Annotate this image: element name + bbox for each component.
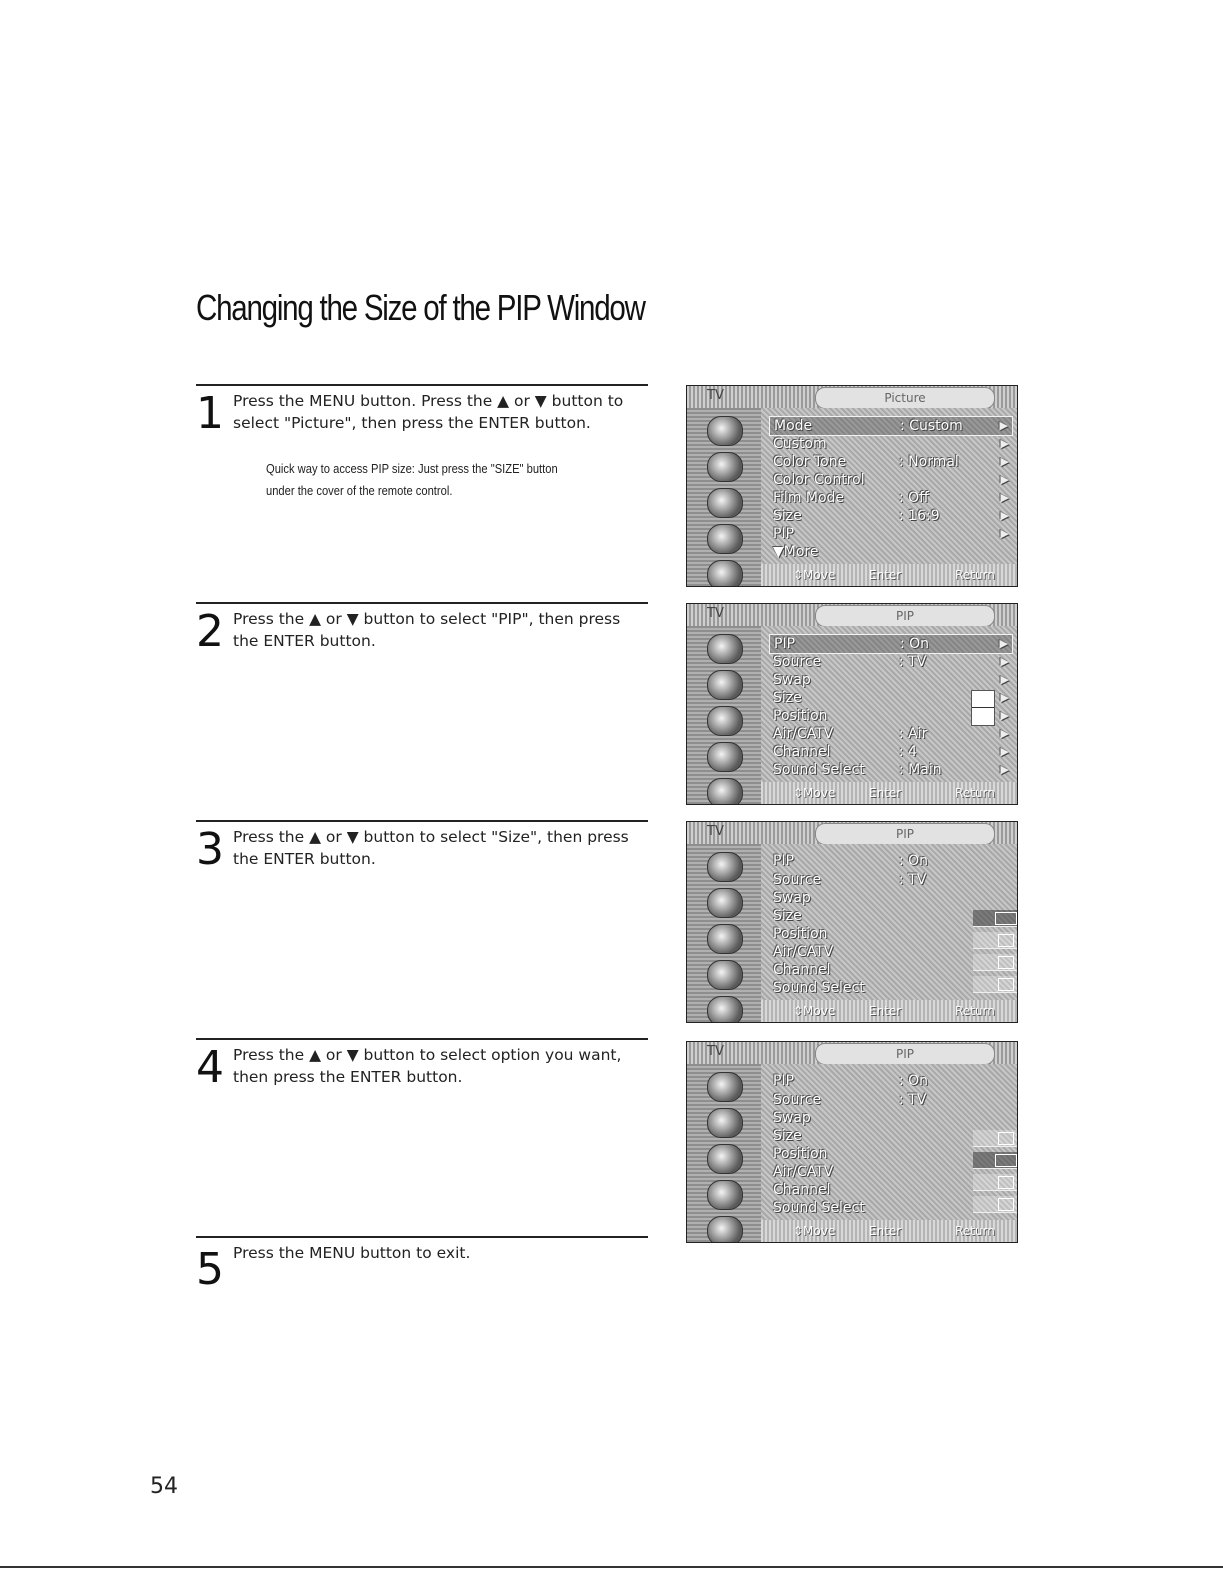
row-label: Size <box>773 1128 802 1144</box>
return-hint: Return <box>955 568 995 582</box>
setup-category-icon <box>707 1216 743 1243</box>
right-arrow-icon: ▶ <box>1000 437 1009 450</box>
size-option-4[interactable] <box>973 976 1018 993</box>
row-label: Source <box>773 872 822 888</box>
row-label: PIP <box>773 1073 795 1089</box>
row-label: Air/CATV <box>773 944 834 960</box>
step-text: Press the ▲ or ▼ button to select option you want, then press the ENTER button. <box>233 1046 622 1086</box>
osd-footer <box>761 564 1017 586</box>
pip-window-icon <box>995 1154 1017 1167</box>
row-label: Color Tone <box>773 454 847 470</box>
right-arrow-icon: ▶ <box>1000 745 1009 758</box>
osd-row-pip[interactable] <box>769 634 1013 654</box>
row-value: : On <box>899 853 929 869</box>
row-value: : On <box>899 1073 929 1089</box>
step-number: 1 <box>196 388 224 439</box>
size-option-4[interactable] <box>973 1196 1018 1213</box>
move-hint: ⇕Move <box>793 1004 836 1018</box>
picture-category-icon <box>707 670 743 700</box>
row-label: Sound Select <box>773 762 865 778</box>
osd-row-more[interactable] <box>769 543 1013 561</box>
return-hint: Return <box>955 1224 995 1238</box>
row-label: Swap <box>773 672 811 688</box>
pip-window-icon <box>998 956 1014 969</box>
row-label: Air/CATV <box>773 1164 834 1180</box>
step-number: 3 <box>196 824 224 875</box>
right-arrow-icon: ▶ <box>1000 527 1009 540</box>
osd-category-sidebar <box>687 626 761 804</box>
step-divider <box>196 602 648 604</box>
pip-size-preview-icon <box>971 690 995 726</box>
step-2 <box>196 602 648 802</box>
row-label: Position <box>773 1146 828 1162</box>
row-label: Position <box>773 926 828 942</box>
picture-category-icon <box>707 1108 743 1138</box>
row-label: PIP <box>773 526 795 542</box>
row-value: : TV <box>899 872 927 888</box>
move-hint: ⇕Move <box>793 1224 836 1238</box>
row-label: Air/CATV <box>773 726 834 742</box>
row-label: Mode <box>774 418 813 434</box>
osd-menu-body <box>761 844 1017 1000</box>
osd-row-pip[interactable] <box>769 525 1013 543</box>
step-text: Press the ▲ or ▼ button to select "Size", then press the ENTER button. <box>233 828 629 868</box>
setup-category-icon <box>707 996 743 1023</box>
osd-row-source[interactable] <box>769 871 1013 889</box>
osd-row-film-mode[interactable] <box>769 489 1013 507</box>
enter-hint: Enter <box>869 1004 902 1018</box>
row-label: Swap <box>773 890 811 906</box>
pip-window-icon <box>998 1176 1014 1189</box>
channel-category-icon <box>707 1180 743 1210</box>
step-number: 5 <box>196 1244 224 1295</box>
right-arrow-icon: ▶ <box>1000 473 1009 486</box>
osd-menu-title: PIP <box>815 1043 995 1065</box>
input-category-icon <box>707 634 743 664</box>
picture-category-icon <box>707 888 743 918</box>
row-label: Film Mode <box>773 490 845 506</box>
pip-window-icon <box>998 1132 1014 1145</box>
osd-tv-label: TV <box>707 388 724 403</box>
row-value: : On <box>900 636 930 652</box>
sound-category-icon <box>707 706 743 736</box>
osd-menu-title: Picture <box>815 387 995 409</box>
return-hint: Return <box>955 786 995 800</box>
row-label: Channel <box>773 1182 831 1198</box>
osd-row-swap[interactable] <box>769 671 1013 689</box>
right-arrow-icon: ▶ <box>1000 763 1009 776</box>
pip-window-icon <box>998 978 1014 991</box>
row-label: Size <box>773 908 802 924</box>
osd-screen-picture <box>686 385 1018 587</box>
osd-row-mode[interactable] <box>769 416 1013 436</box>
right-arrow-icon: ▶ <box>1000 509 1009 522</box>
osd-footer <box>761 1220 1017 1242</box>
size-option-3[interactable] <box>973 1174 1018 1191</box>
row-label: Custom <box>773 436 827 452</box>
right-arrow-icon: ▶ <box>1000 727 1009 740</box>
channel-category-icon <box>707 524 743 554</box>
step-4 <box>196 1038 648 1238</box>
row-label: Source <box>773 654 822 670</box>
input-category-icon <box>707 852 743 882</box>
pip-window-icon <box>995 912 1017 925</box>
step-1 <box>196 384 648 584</box>
right-arrow-icon: ▶ <box>1000 691 1009 704</box>
row-label: ▼More <box>773 544 819 560</box>
row-value: : Air <box>899 726 928 742</box>
osd-footer <box>761 782 1017 804</box>
sound-category-icon <box>707 488 743 518</box>
right-arrow-icon: ▶ <box>999 637 1008 650</box>
osd-row-pip[interactable] <box>769 852 1013 870</box>
osd-footer <box>761 1000 1017 1022</box>
osd-row-air-catv[interactable] <box>769 725 1013 743</box>
osd-tv-label: TV <box>707 1044 724 1059</box>
row-label: Color Control <box>773 472 865 488</box>
row-label: Channel <box>773 744 831 760</box>
osd-category-sidebar <box>687 844 761 1022</box>
enter-hint: Enter <box>869 568 902 582</box>
osd-menu-title: PIP <box>815 823 995 845</box>
size-option-1[interactable] <box>973 1130 1018 1147</box>
input-category-icon <box>707 416 743 446</box>
osd-menu-body <box>761 626 1017 782</box>
step-number: 4 <box>196 1042 224 1093</box>
step-divider <box>196 384 648 386</box>
osd-menu-body <box>761 1064 1017 1220</box>
step-divider <box>196 1038 648 1040</box>
channel-category-icon <box>707 960 743 990</box>
right-arrow-icon: ▶ <box>1000 655 1009 668</box>
step-text: Press the ▲ or ▼ button to select "PIP", then press the ENTER button. <box>233 610 621 650</box>
row-value: : Off <box>899 490 929 506</box>
enter-hint: Enter <box>869 786 902 800</box>
size-option-2[interactable] <box>973 1152 1018 1169</box>
step-note: Quick way to access PIP size: Just press the "SIZE" button under the cover of the remote control. <box>266 461 558 498</box>
step-5 <box>196 1236 648 1316</box>
osd-row-pip[interactable] <box>769 1072 1013 1090</box>
osd-row-size[interactable] <box>769 507 1013 525</box>
row-label: PIP <box>774 636 796 652</box>
step-3 <box>196 820 648 1020</box>
page-bottom-rule <box>0 1566 1223 1568</box>
step-divider <box>196 820 648 822</box>
right-arrow-icon: ▶ <box>1000 673 1009 686</box>
osd-menu-title: PIP <box>815 605 995 627</box>
size-option-2[interactable] <box>973 932 1018 949</box>
osd-row-channel[interactable] <box>769 743 1013 761</box>
return-hint: Return <box>955 1004 995 1018</box>
row-label: Channel <box>773 962 831 978</box>
osd-row-color-tone[interactable] <box>769 453 1013 471</box>
right-arrow-icon: ▶ <box>1000 491 1009 504</box>
row-label: Sound Select <box>773 980 865 996</box>
row-label: PIP <box>773 853 795 869</box>
setup-category-icon <box>707 778 743 805</box>
pip-window-icon <box>998 1198 1014 1211</box>
size-option-1[interactable] <box>973 910 1018 927</box>
row-label: Size <box>773 690 802 706</box>
move-hint: ⇕Move <box>793 786 836 800</box>
step-divider <box>196 1236 648 1238</box>
row-value: : Custom <box>900 418 963 434</box>
input-category-icon <box>707 1072 743 1102</box>
osd-menu-body <box>761 408 1017 564</box>
osd-row-source[interactable] <box>769 1091 1013 1109</box>
row-value: : TV <box>899 1092 927 1108</box>
osd-row-swap[interactable] <box>769 1109 1013 1127</box>
row-label: Sound Select <box>773 1200 865 1216</box>
row-label: Source <box>773 1092 822 1108</box>
step-number: 2 <box>196 606 224 657</box>
row-value: : Normal <box>899 454 959 470</box>
pip-window-icon <box>998 934 1014 947</box>
right-arrow-icon: ▶ <box>1000 709 1009 722</box>
page-title: Changing the Size of the PIP Window <box>196 287 645 328</box>
move-hint: ⇕Move <box>793 568 836 582</box>
row-value: : Main <box>899 762 942 778</box>
setup-category-icon <box>707 560 743 587</box>
osd-tv-label: TV <box>707 606 724 621</box>
row-value: : 16:9 <box>899 508 940 524</box>
size-option-3[interactable] <box>973 954 1018 971</box>
osd-category-sidebar <box>687 1064 761 1242</box>
osd-row-swap[interactable] <box>769 889 1013 907</box>
right-arrow-icon: ▶ <box>999 419 1008 432</box>
osd-row-custom[interactable] <box>769 435 1013 453</box>
osd-row-source[interactable] <box>769 653 1013 671</box>
channel-category-icon <box>707 742 743 772</box>
osd-tv-label: TV <box>707 824 724 839</box>
sound-category-icon <box>707 1144 743 1174</box>
enter-hint: Enter <box>869 1224 902 1238</box>
page-number: 54 <box>150 1474 178 1499</box>
row-label: Size <box>773 508 802 524</box>
row-value: : TV <box>899 654 927 670</box>
step-text: Press the MENU button to exit. <box>233 1244 471 1262</box>
row-value: : 4 <box>899 744 918 760</box>
osd-screen-pip <box>686 603 1018 805</box>
right-arrow-icon: ▶ <box>1000 455 1009 468</box>
step-text: Press the MENU button. Press the ▲ or ▼ button to select "Picture", then press the ENTER button. <box>233 392 624 432</box>
row-label: Position <box>773 708 828 724</box>
sound-category-icon <box>707 924 743 954</box>
picture-category-icon <box>707 452 743 482</box>
osd-category-sidebar <box>687 408 761 586</box>
osd-screen-pip-size <box>686 821 1018 1023</box>
row-label: Swap <box>773 1110 811 1126</box>
osd-row-sound-select[interactable] <box>769 761 1013 779</box>
osd-row-color-control[interactable] <box>769 471 1013 489</box>
osd-screen-pip-size-select <box>686 1041 1018 1243</box>
